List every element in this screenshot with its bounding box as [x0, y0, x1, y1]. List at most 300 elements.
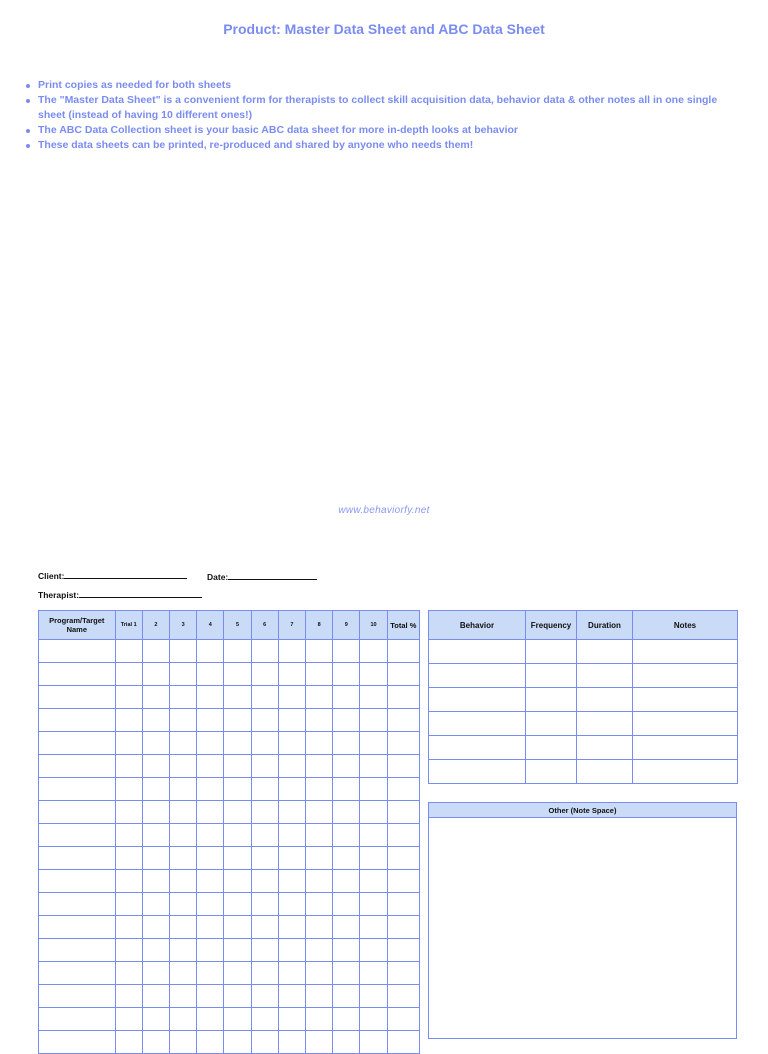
table-cell[interactable] [115, 640, 142, 663]
table-row [39, 778, 420, 801]
table-cell[interactable] [387, 1031, 419, 1054]
table-cell[interactable] [306, 778, 333, 801]
table-cell[interactable] [333, 1008, 360, 1031]
table-cell[interactable] [197, 1008, 224, 1031]
table-cell[interactable] [278, 1031, 305, 1054]
table-cell[interactable] [306, 847, 333, 870]
table-row [429, 664, 738, 688]
header-total-percent: Total % [387, 611, 419, 640]
table-cell[interactable] [39, 663, 116, 686]
table-cell[interactable] [333, 1031, 360, 1054]
table-cell[interactable] [170, 962, 197, 985]
table-cell[interactable] [170, 824, 197, 847]
table-cell[interactable] [170, 755, 197, 778]
table-cell[interactable] [142, 893, 169, 916]
table-cell[interactable] [577, 640, 633, 664]
table-cell[interactable] [115, 893, 142, 916]
instruction-item: The "Master Data Sheet" is a convenient form for therapists to collect skill acquisition data, behavior data & other notes all in one single sheet (instead of having 10 different ones!) [24, 93, 724, 123]
table-row [39, 916, 420, 939]
table-cell[interactable] [429, 664, 526, 688]
table-cell[interactable] [39, 709, 116, 732]
table-cell[interactable] [633, 736, 738, 760]
table-cell[interactable] [115, 939, 142, 962]
table-cell[interactable] [197, 663, 224, 686]
table-cell[interactable] [170, 778, 197, 801]
table-cell[interactable] [39, 962, 116, 985]
table-cell[interactable] [115, 962, 142, 985]
table-cell[interactable] [333, 732, 360, 755]
table-row [39, 985, 420, 1008]
table-cell[interactable] [387, 847, 419, 870]
table-cell[interactable] [387, 1008, 419, 1031]
table-cell[interactable] [360, 847, 387, 870]
table-cell[interactable] [278, 1008, 305, 1031]
table-cell[interactable] [251, 686, 278, 709]
table-row [39, 939, 420, 962]
table-cell[interactable] [142, 755, 169, 778]
table-cell[interactable] [251, 847, 278, 870]
table-cell[interactable] [387, 939, 419, 962]
table-cell[interactable] [387, 985, 419, 1008]
table-cell[interactable] [278, 824, 305, 847]
header-trial-5: 5 [224, 611, 251, 640]
table-cell[interactable] [224, 939, 251, 962]
table-cell[interactable] [170, 870, 197, 893]
table-cell[interactable] [360, 640, 387, 663]
table-cell[interactable] [333, 847, 360, 870]
table-cell[interactable] [142, 1031, 169, 1054]
table-cell[interactable] [526, 736, 577, 760]
table-cell[interactable] [170, 686, 197, 709]
instruction-item: The ABC Data Collection sheet is your basic ABC data sheet for more in-depth looks at behavior [24, 123, 724, 138]
table-row [429, 640, 738, 664]
table-cell[interactable] [115, 709, 142, 732]
table-cell[interactable] [115, 686, 142, 709]
table-cell[interactable] [142, 916, 169, 939]
table-cell[interactable] [224, 847, 251, 870]
therapist-underline [79, 589, 202, 598]
table-cell[interactable] [251, 709, 278, 732]
table-cell[interactable] [306, 916, 333, 939]
table-cell[interactable] [142, 801, 169, 824]
table-cell[interactable] [197, 755, 224, 778]
table-cell[interactable] [333, 801, 360, 824]
table-cell[interactable] [360, 1031, 387, 1054]
instruction-item: Print copies as needed for both sheets [24, 78, 724, 93]
header-trial-9: 9 [333, 611, 360, 640]
table-cell[interactable] [115, 732, 142, 755]
table-cell[interactable] [360, 732, 387, 755]
table-cell[interactable] [251, 640, 278, 663]
table-row [429, 736, 738, 760]
table-cell[interactable] [224, 870, 251, 893]
table-cell[interactable] [306, 801, 333, 824]
client-label: Client: [38, 571, 65, 581]
table-cell[interactable] [39, 824, 116, 847]
table-cell[interactable] [333, 663, 360, 686]
table-cell[interactable] [170, 640, 197, 663]
table-cell[interactable] [387, 732, 419, 755]
table-cell[interactable] [115, 778, 142, 801]
table-cell[interactable] [197, 916, 224, 939]
table-cell[interactable] [360, 801, 387, 824]
table-cell[interactable] [333, 893, 360, 916]
table-row [39, 1008, 420, 1031]
table-cell[interactable] [197, 640, 224, 663]
table-cell[interactable] [251, 663, 278, 686]
table-cell[interactable] [39, 801, 116, 824]
table-cell[interactable] [387, 640, 419, 663]
table-cell[interactable] [197, 1031, 224, 1054]
table-cell[interactable] [306, 1008, 333, 1031]
table-cell[interactable] [251, 801, 278, 824]
table-cell[interactable] [360, 893, 387, 916]
table-cell[interactable] [115, 985, 142, 1008]
table-cell[interactable] [115, 1031, 142, 1054]
table-cell[interactable] [387, 824, 419, 847]
table-cell[interactable] [306, 663, 333, 686]
table-cell[interactable] [333, 755, 360, 778]
table-cell[interactable] [170, 1031, 197, 1054]
table-cell[interactable] [387, 778, 419, 801]
table-cell[interactable] [360, 939, 387, 962]
table-cell[interactable] [278, 916, 305, 939]
table-row [39, 824, 420, 847]
table-cell[interactable] [197, 985, 224, 1008]
table-cell[interactable] [39, 640, 116, 663]
header-trial-4: 4 [197, 611, 224, 640]
table-cell[interactable] [360, 1008, 387, 1031]
table-cell[interactable] [429, 688, 526, 712]
table-cell[interactable] [115, 755, 142, 778]
table-row [39, 732, 420, 755]
table-cell[interactable] [224, 663, 251, 686]
table-cell[interactable] [142, 985, 169, 1008]
header-frequency: Frequency [526, 611, 577, 640]
header-trial-10: 10 [360, 611, 387, 640]
master-data-table [38, 610, 420, 1054]
client-field[interactable] [38, 570, 187, 581]
table-cell[interactable] [170, 847, 197, 870]
table-cell[interactable] [224, 1008, 251, 1031]
table-cell[interactable] [251, 824, 278, 847]
table-cell[interactable] [142, 640, 169, 663]
table-cell[interactable] [39, 893, 116, 916]
note-space-table [428, 802, 737, 1039]
table-cell[interactable] [251, 985, 278, 1008]
table-cell[interactable] [115, 847, 142, 870]
table-cell[interactable] [224, 893, 251, 916]
table-cell[interactable] [360, 709, 387, 732]
table-cell[interactable] [429, 712, 526, 736]
table-cell[interactable] [224, 686, 251, 709]
table-cell[interactable] [360, 985, 387, 1008]
table-cell[interactable] [306, 732, 333, 755]
table-cell[interactable] [142, 663, 169, 686]
table-cell[interactable] [278, 939, 305, 962]
table-cell[interactable] [170, 709, 197, 732]
header-other-note-space: Other (Note Space) [429, 803, 737, 818]
table-row [39, 962, 420, 985]
table-cell[interactable] [429, 760, 526, 784]
date-field[interactable] [207, 571, 317, 582]
table-cell[interactable] [278, 755, 305, 778]
table-cell[interactable] [278, 709, 305, 732]
table-row [429, 688, 738, 712]
table-row [429, 760, 738, 784]
table-cell[interactable] [278, 985, 305, 1008]
table-cell[interactable] [224, 1031, 251, 1054]
table-cell[interactable] [39, 847, 116, 870]
table-row [39, 686, 420, 709]
table-cell[interactable] [251, 732, 278, 755]
table-cell[interactable] [142, 939, 169, 962]
table-cell[interactable] [115, 1008, 142, 1031]
table-cell[interactable] [197, 778, 224, 801]
table-cell[interactable] [142, 1008, 169, 1031]
table-cell[interactable] [526, 664, 577, 688]
table-cell[interactable] [224, 709, 251, 732]
table-cell[interactable] [333, 709, 360, 732]
table-cell[interactable] [360, 824, 387, 847]
table-cell[interactable] [278, 962, 305, 985]
table-cell[interactable] [360, 663, 387, 686]
table-row [39, 893, 420, 916]
date-underline [228, 571, 317, 580]
table-cell[interactable] [224, 824, 251, 847]
table-row [429, 712, 738, 736]
table-cell[interactable] [333, 916, 360, 939]
table-cell[interactable] [39, 870, 116, 893]
table-cell[interactable] [306, 686, 333, 709]
table-cell[interactable] [170, 663, 197, 686]
client-underline [64, 570, 187, 579]
table-cell[interactable] [115, 870, 142, 893]
table-cell[interactable] [197, 801, 224, 824]
table-cell[interactable] [142, 732, 169, 755]
table-cell[interactable] [306, 939, 333, 962]
table-cell[interactable] [115, 824, 142, 847]
table-cell[interactable] [170, 916, 197, 939]
table-cell[interactable] [577, 736, 633, 760]
table-cell[interactable] [197, 732, 224, 755]
table-cell[interactable] [387, 870, 419, 893]
table-cell[interactable] [387, 686, 419, 709]
table-cell[interactable] [39, 1008, 116, 1031]
table-row [39, 663, 420, 686]
table-cell[interactable] [224, 732, 251, 755]
table-cell[interactable] [224, 916, 251, 939]
table-cell[interactable] [197, 686, 224, 709]
table-cell[interactable] [142, 709, 169, 732]
table-cell[interactable] [360, 778, 387, 801]
table-cell[interactable] [387, 916, 419, 939]
table-cell[interactable] [333, 985, 360, 1008]
table-cell[interactable] [633, 760, 738, 784]
table-cell[interactable] [577, 664, 633, 688]
table-cell[interactable] [387, 962, 419, 985]
therapist-field[interactable] [38, 589, 202, 600]
table-cell[interactable] [333, 824, 360, 847]
note-space-area[interactable] [429, 818, 737, 1039]
document-title: Product: Master Data Sheet and ABC Data Sheet [223, 21, 545, 37]
behavior-data-table [428, 610, 738, 784]
table-cell[interactable] [526, 760, 577, 784]
table-cell[interactable] [115, 663, 142, 686]
table-cell[interactable] [170, 1008, 197, 1031]
table-cell[interactable] [251, 755, 278, 778]
table-row [39, 801, 420, 824]
table-cell[interactable] [360, 870, 387, 893]
table-cell[interactable] [224, 962, 251, 985]
table-cell[interactable] [142, 847, 169, 870]
table-cell[interactable] [39, 1031, 116, 1054]
table-row [39, 709, 420, 732]
table-cell[interactable] [197, 939, 224, 962]
table-cell[interactable] [278, 870, 305, 893]
table-cell[interactable] [170, 939, 197, 962]
table-cell[interactable] [197, 870, 224, 893]
table-cell[interactable] [577, 760, 633, 784]
table-cell[interactable] [39, 778, 116, 801]
instruction-item: These data sheets can be printed, re-produced and shared by anyone who needs them! [24, 138, 724, 153]
table-cell[interactable] [577, 712, 633, 736]
table-cell[interactable] [333, 686, 360, 709]
header-trial-6: 6 [251, 611, 278, 640]
table-row [39, 847, 420, 870]
table-cell[interactable] [39, 916, 116, 939]
table-cell[interactable] [197, 847, 224, 870]
table-cell[interactable] [333, 640, 360, 663]
table-cell[interactable] [251, 893, 278, 916]
table-cell[interactable] [115, 916, 142, 939]
table-cell[interactable] [224, 985, 251, 1008]
table-cell[interactable] [306, 824, 333, 847]
table-cell[interactable] [333, 870, 360, 893]
table-cell[interactable] [39, 732, 116, 755]
table-cell[interactable] [306, 962, 333, 985]
header-duration: Duration [577, 611, 633, 640]
date-label: Date: [207, 572, 229, 582]
therapist-label: Therapist: [38, 590, 80, 600]
table-cell[interactable] [251, 1008, 278, 1031]
table-row [39, 755, 420, 778]
table-cell[interactable] [333, 962, 360, 985]
table-cell[interactable] [278, 801, 305, 824]
table-cell[interactable] [526, 688, 577, 712]
table-cell[interactable] [360, 916, 387, 939]
table-cell[interactable] [170, 732, 197, 755]
table-cell[interactable] [429, 736, 526, 760]
table-cell[interactable] [224, 778, 251, 801]
table-cell[interactable] [387, 709, 419, 732]
table-cell[interactable] [197, 709, 224, 732]
table-cell[interactable] [633, 688, 738, 712]
table-cell[interactable] [251, 870, 278, 893]
table-cell[interactable] [251, 916, 278, 939]
table-row [39, 640, 420, 663]
table-cell[interactable] [251, 962, 278, 985]
header-trial-8: 8 [306, 611, 333, 640]
table-cell[interactable] [197, 824, 224, 847]
table-cell[interactable] [278, 847, 305, 870]
table-cell[interactable] [224, 755, 251, 778]
table-cell[interactable] [306, 755, 333, 778]
header-trial-3: 3 [170, 611, 197, 640]
table-cell[interactable] [170, 801, 197, 824]
table-cell[interactable] [387, 893, 419, 916]
table-cell[interactable] [115, 801, 142, 824]
table-cell[interactable] [360, 962, 387, 985]
table-cell[interactable] [306, 985, 333, 1008]
table-cell[interactable] [577, 688, 633, 712]
table-cell[interactable] [39, 985, 116, 1008]
table-cell[interactable] [142, 686, 169, 709]
table-cell[interactable] [197, 962, 224, 985]
website-link[interactable]: www.behaviorfy.net [338, 505, 430, 516]
table-row [39, 870, 420, 893]
table-cell[interactable] [278, 640, 305, 663]
table-cell[interactable] [306, 893, 333, 916]
table-cell[interactable] [526, 712, 577, 736]
table-cell[interactable] [224, 640, 251, 663]
table-row [39, 1031, 420, 1054]
table-cell[interactable] [333, 778, 360, 801]
table-cell[interactable] [251, 1031, 278, 1054]
table-cell[interactable] [333, 939, 360, 962]
table-cell[interactable] [387, 663, 419, 686]
table-cell[interactable] [278, 686, 305, 709]
header-trial-2: 2 [142, 611, 169, 640]
header-program-target: Program/Target Name [39, 611, 116, 640]
table-cell[interactable] [387, 755, 419, 778]
table-cell[interactable] [526, 640, 577, 664]
table-cell[interactable] [142, 962, 169, 985]
table-cell[interactable] [251, 778, 278, 801]
table-cell[interactable] [387, 801, 419, 824]
table-cell[interactable] [39, 686, 116, 709]
table-cell[interactable] [142, 824, 169, 847]
table-cell[interactable] [142, 870, 169, 893]
table-cell[interactable] [170, 985, 197, 1008]
table-cell[interactable] [360, 755, 387, 778]
table-cell[interactable] [306, 870, 333, 893]
table-cell[interactable] [306, 709, 333, 732]
table-cell[interactable] [360, 686, 387, 709]
instruction-list [24, 78, 724, 153]
table-cell[interactable] [278, 732, 305, 755]
table-cell[interactable] [306, 1031, 333, 1054]
header-notes: Notes [633, 611, 738, 640]
table-cell[interactable] [278, 663, 305, 686]
table-cell[interactable] [197, 893, 224, 916]
table-cell[interactable] [633, 640, 738, 664]
table-cell[interactable] [170, 893, 197, 916]
table-cell[interactable] [251, 939, 278, 962]
table-cell[interactable] [306, 640, 333, 663]
table-cell[interactable] [142, 778, 169, 801]
table-cell[interactable] [39, 755, 116, 778]
header-trial-1: Trial 1 [115, 611, 142, 640]
table-cell[interactable] [278, 893, 305, 916]
table-cell[interactable] [278, 778, 305, 801]
header-trial-7: 7 [278, 611, 305, 640]
table-cell[interactable] [633, 664, 738, 688]
table-cell[interactable] [39, 939, 116, 962]
table-cell[interactable] [224, 801, 251, 824]
table-cell[interactable] [633, 712, 738, 736]
table-cell[interactable] [429, 640, 526, 664]
